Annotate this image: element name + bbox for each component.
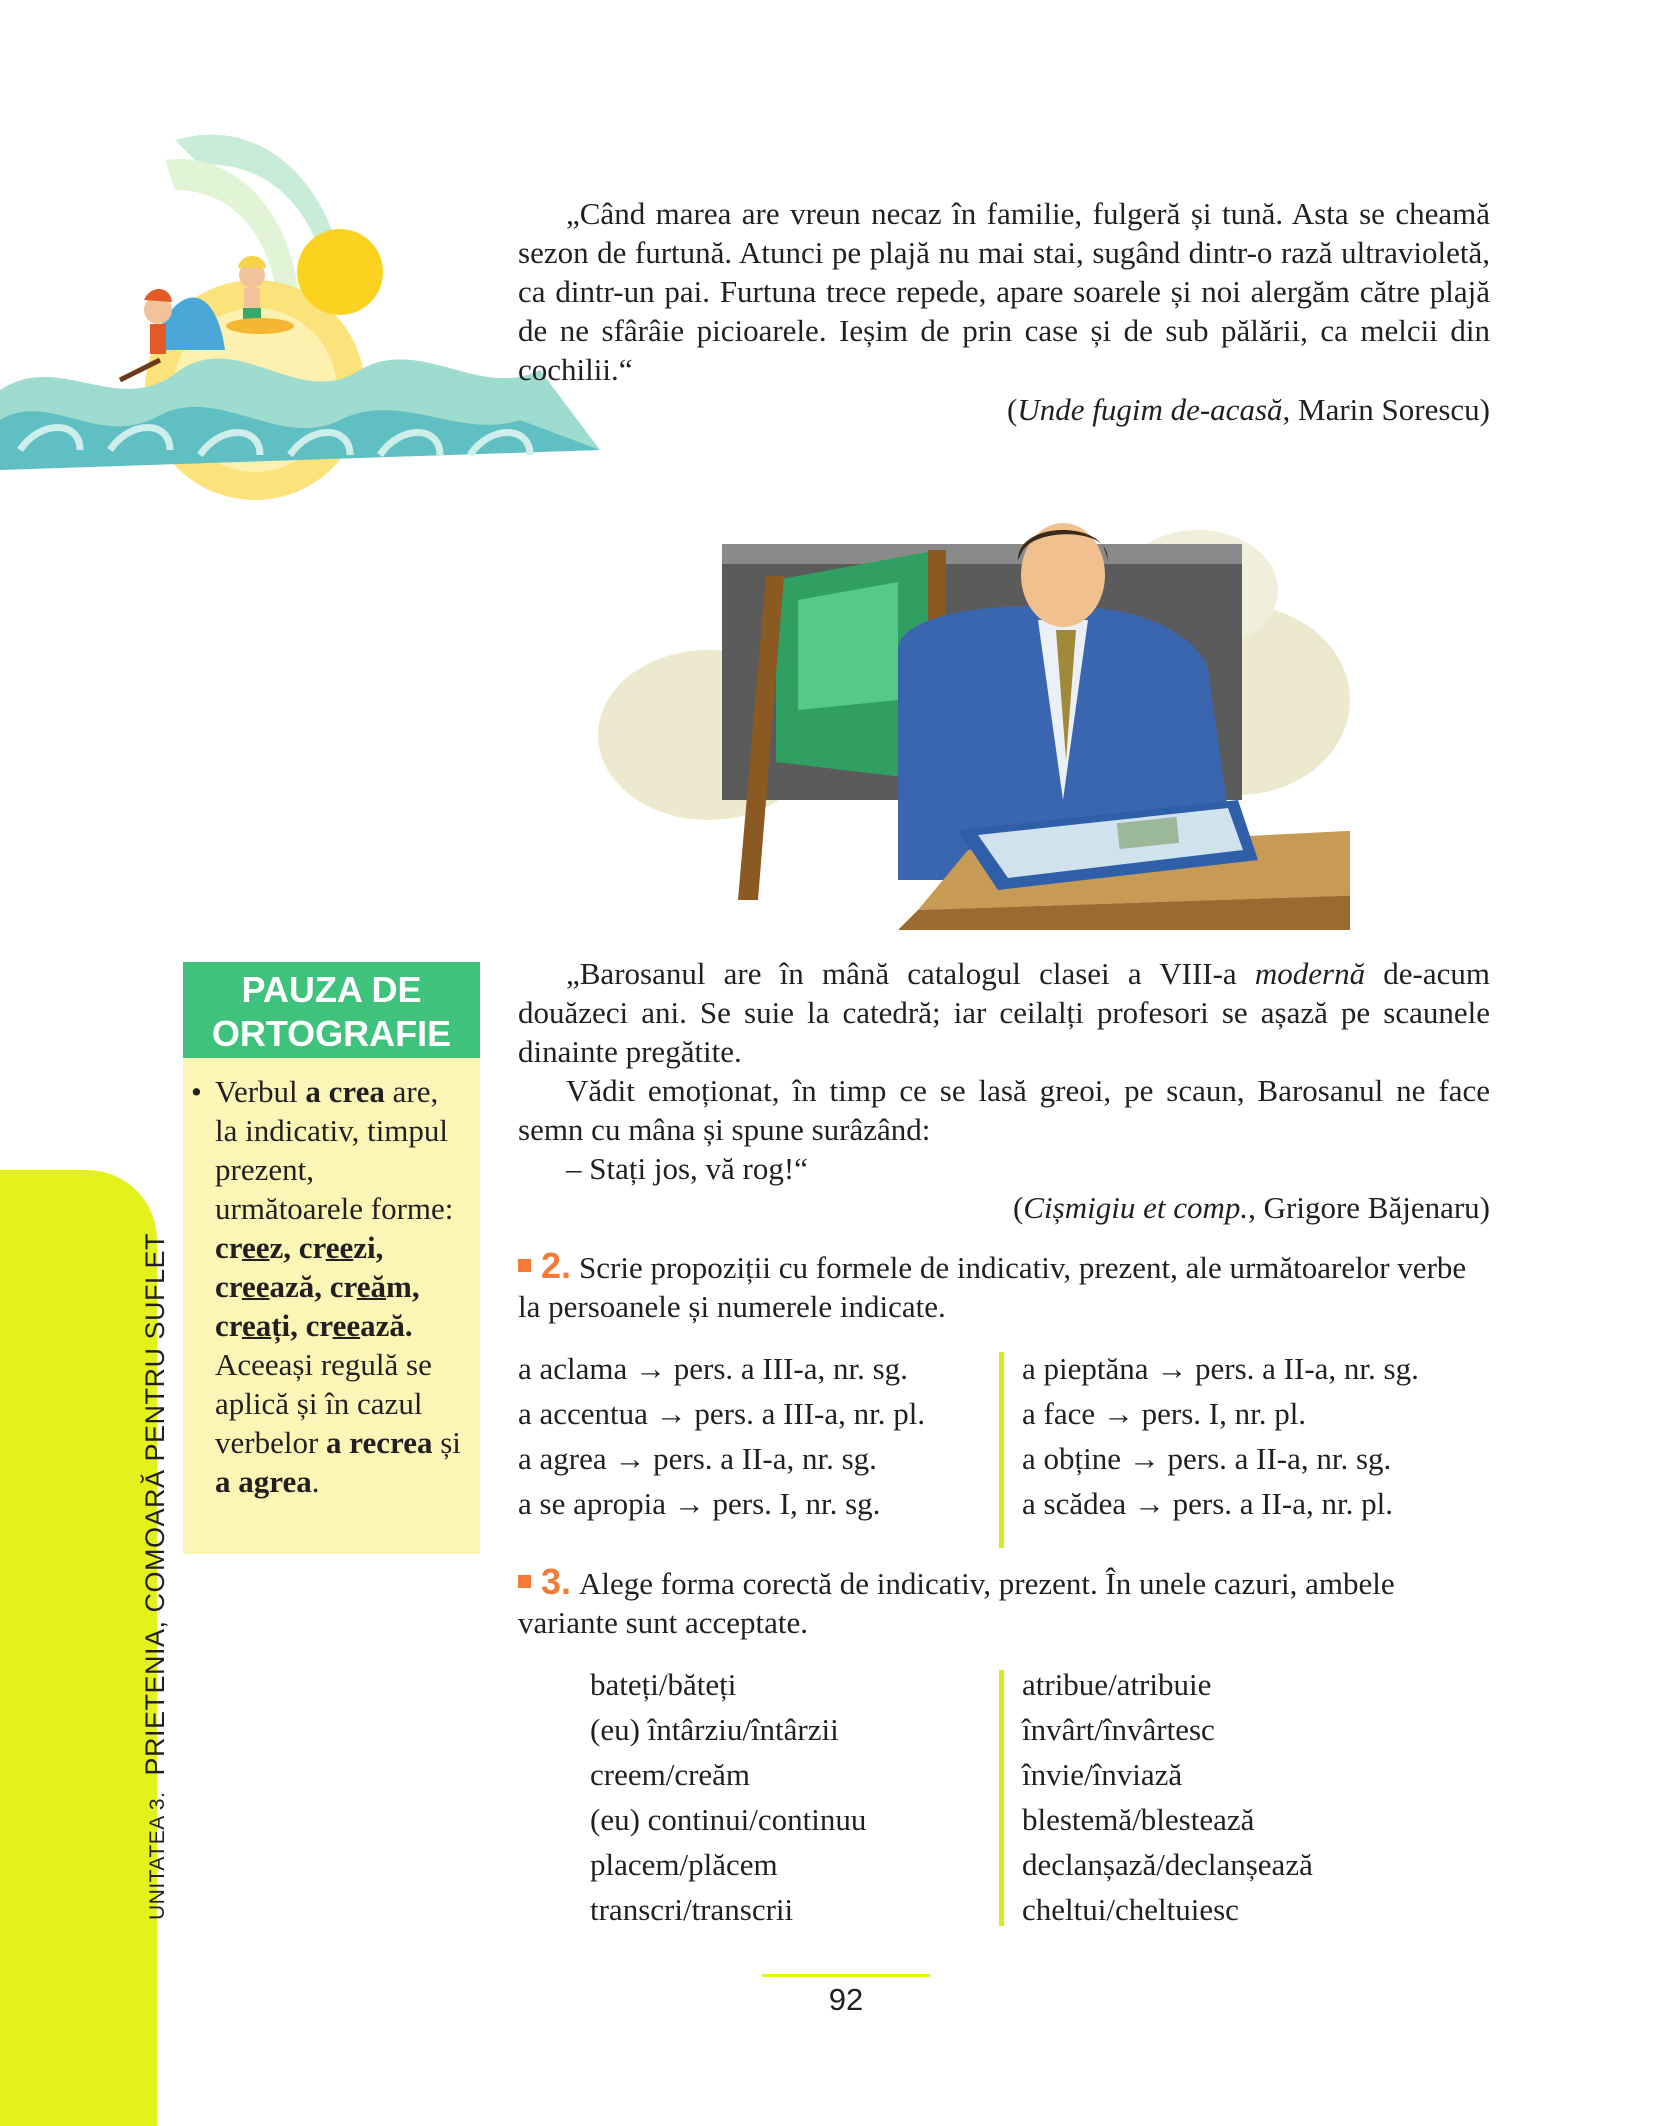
pauza-bullet: •	[191, 1074, 202, 1109]
source-title: Cișmigiu et comp.	[1023, 1190, 1249, 1225]
list-item: a face → pers. I, nr. pl.	[1022, 1396, 1307, 1431]
pauza-body	[183, 1058, 480, 1554]
list-item: placem/plăcem	[590, 1847, 778, 1882]
exercise-2-number: 2.	[541, 1245, 572, 1286]
pauza-text-4: și	[432, 1425, 461, 1460]
quote-bajenaru-source: (Cișmigiu et comp., Grigore Băjenaru)	[1013, 1190, 1490, 1225]
list-item: a agrea → pers. a II-a, nr. sg.	[518, 1441, 877, 1476]
source-title: Unde fugim de-acasă	[1017, 392, 1283, 427]
pauza-verb-a-recrea: a recrea	[326, 1425, 433, 1460]
list-item: atribue/atribuie	[1022, 1667, 1212, 1702]
pauza-form-1: creez,	[215, 1230, 292, 1265]
exercise-2-text: Scrie propoziții cu formele de indicativ, prezent, ale următoarelor verbe la persoanele și numerele indicate.	[518, 1250, 1467, 1324]
unit-number: UNITATEA 3.	[146, 1791, 169, 1920]
pauza-heading	[183, 962, 480, 1058]
pauza-form-5: creați,	[215, 1308, 298, 1343]
pauza-heading-line1: PAUZA DE	[241, 969, 422, 1010]
quote-sorescu-source: (Unde fugim de-acasă, Marin Sorescu)	[1007, 392, 1490, 427]
list-item: a obține → pers. a II-a, nr. sg.	[1022, 1441, 1392, 1476]
list-item: a accentua → pers. a III-a, nr. pl.	[518, 1396, 926, 1431]
exercise-2-left-column	[518, 1346, 988, 1526]
list-item: bateți/băteți	[590, 1667, 737, 1702]
quote-bajenaru-p1: „Barosanul are în mână catalogul clasei a VIII-a modernă de-acum douăzeci ani. Se suie la catedră; iar ceilalți profesori se așază pe scaunele dinainte pregătite.	[518, 956, 1490, 1069]
page-number: 92	[828, 1982, 864, 2017]
unit-side-tab	[0, 1170, 157, 2126]
orange-square-icon	[518, 1575, 531, 1588]
orange-square-icon	[518, 1259, 531, 1272]
exercise-3-instruction	[518, 1562, 1490, 1642]
pauza-form-6: creează.	[305, 1308, 413, 1343]
quote-bajenaru-p3: – Stați jos, vă rog!“	[566, 1151, 808, 1186]
source-author: , Marin Sorescu)	[1282, 392, 1490, 427]
page-number-rule	[762, 1974, 930, 1977]
exercise-3-text: Alege forma corectă de indicativ, prezent. În unele cazuri, ambele variante sunt acceptate.	[518, 1566, 1395, 1640]
exercise-2-right-column	[1022, 1346, 1492, 1526]
exercise-2-instruction	[518, 1246, 1490, 1326]
pauza-heading-line2: ORTOGRAFIE	[211, 1013, 452, 1054]
pauza-verb-a-agrea: a agrea	[215, 1464, 312, 1499]
list-item: a scădea → pers. a II-a, nr. pl.	[1022, 1486, 1393, 1521]
pauza-text-5: .	[311, 1464, 320, 1499]
pauza-verb-a-crea: a crea	[305, 1074, 385, 1109]
list-item: învie/înviază	[1022, 1757, 1183, 1792]
list-item: blestemă/blestează	[1022, 1802, 1255, 1837]
list-item: învârt/învârtesc	[1022, 1712, 1215, 1747]
source-author: , Grigore Băjenaru)	[1248, 1190, 1490, 1225]
column-divider	[999, 1352, 1004, 1548]
exercise-3-number: 3.	[541, 1561, 572, 1602]
quote-sorescu-text: „Când marea are vreun necaz în familie, fulgeră și tună. Asta se cheamă sezon de furtună. Atunci pe plajă nu mai stai, sugând dintr-o rază ultravioletă, ca dintr-un pai. Furtuna trece repede, apare soarele și noi alergăm către plajă de ne sfârâie picioarele. Ieșim de prin case și de sub pălării, ca melcii din cochilii.“	[518, 196, 1490, 387]
list-item: cheltui/cheltuiesc	[1022, 1892, 1239, 1927]
exercise-3-left-column	[590, 1662, 990, 1932]
pauza-form-4: creăm,	[329, 1269, 420, 1304]
unit-title: PRIETENIA, COMOARĂ PENTRU SUFLET	[140, 1232, 170, 1776]
pauza-text-2: are, la indicativ, timpul prezent, următoarele forme:	[215, 1074, 454, 1226]
list-item: (eu) întârziu/întârzii	[590, 1712, 839, 1747]
teacher-illustration	[598, 500, 1350, 930]
list-item: a aclama → pers. a III-a, nr. sg.	[518, 1351, 908, 1386]
list-item: (eu) continui/continuu	[590, 1802, 867, 1837]
quote-sorescu	[518, 194, 1490, 389]
pauza-text-3: Aceeași regulă se aplică și în cazul verbelor	[215, 1347, 432, 1460]
unit-side-label	[140, 1020, 171, 1920]
pauza-form-3: creează,	[215, 1269, 323, 1304]
column-divider	[999, 1670, 1004, 1926]
list-item: a pieptăna → pers. a II-a, nr. sg.	[1022, 1351, 1419, 1386]
list-item: creem/creăm	[590, 1757, 751, 1792]
list-item: a se apropia → pers. I, nr. sg.	[518, 1486, 881, 1521]
list-item: transcri/transcrii	[590, 1892, 794, 1927]
pauza-form-2: creezi,	[298, 1230, 384, 1265]
emphasis-moderna: modernă	[1254, 956, 1366, 991]
exercise-3-right-column	[1022, 1662, 1492, 1932]
list-item: declanșază/declanșează	[1022, 1847, 1313, 1882]
pauza-text-1: Verbul	[215, 1074, 306, 1109]
quote-bajenaru-p2: Vădit emoționat, în timp ce se lasă greoi, pe scaun, Barosanul ne face semn cu mâna și spune surâzând:	[518, 1073, 1490, 1147]
quote-bajenaru	[518, 954, 1490, 1188]
